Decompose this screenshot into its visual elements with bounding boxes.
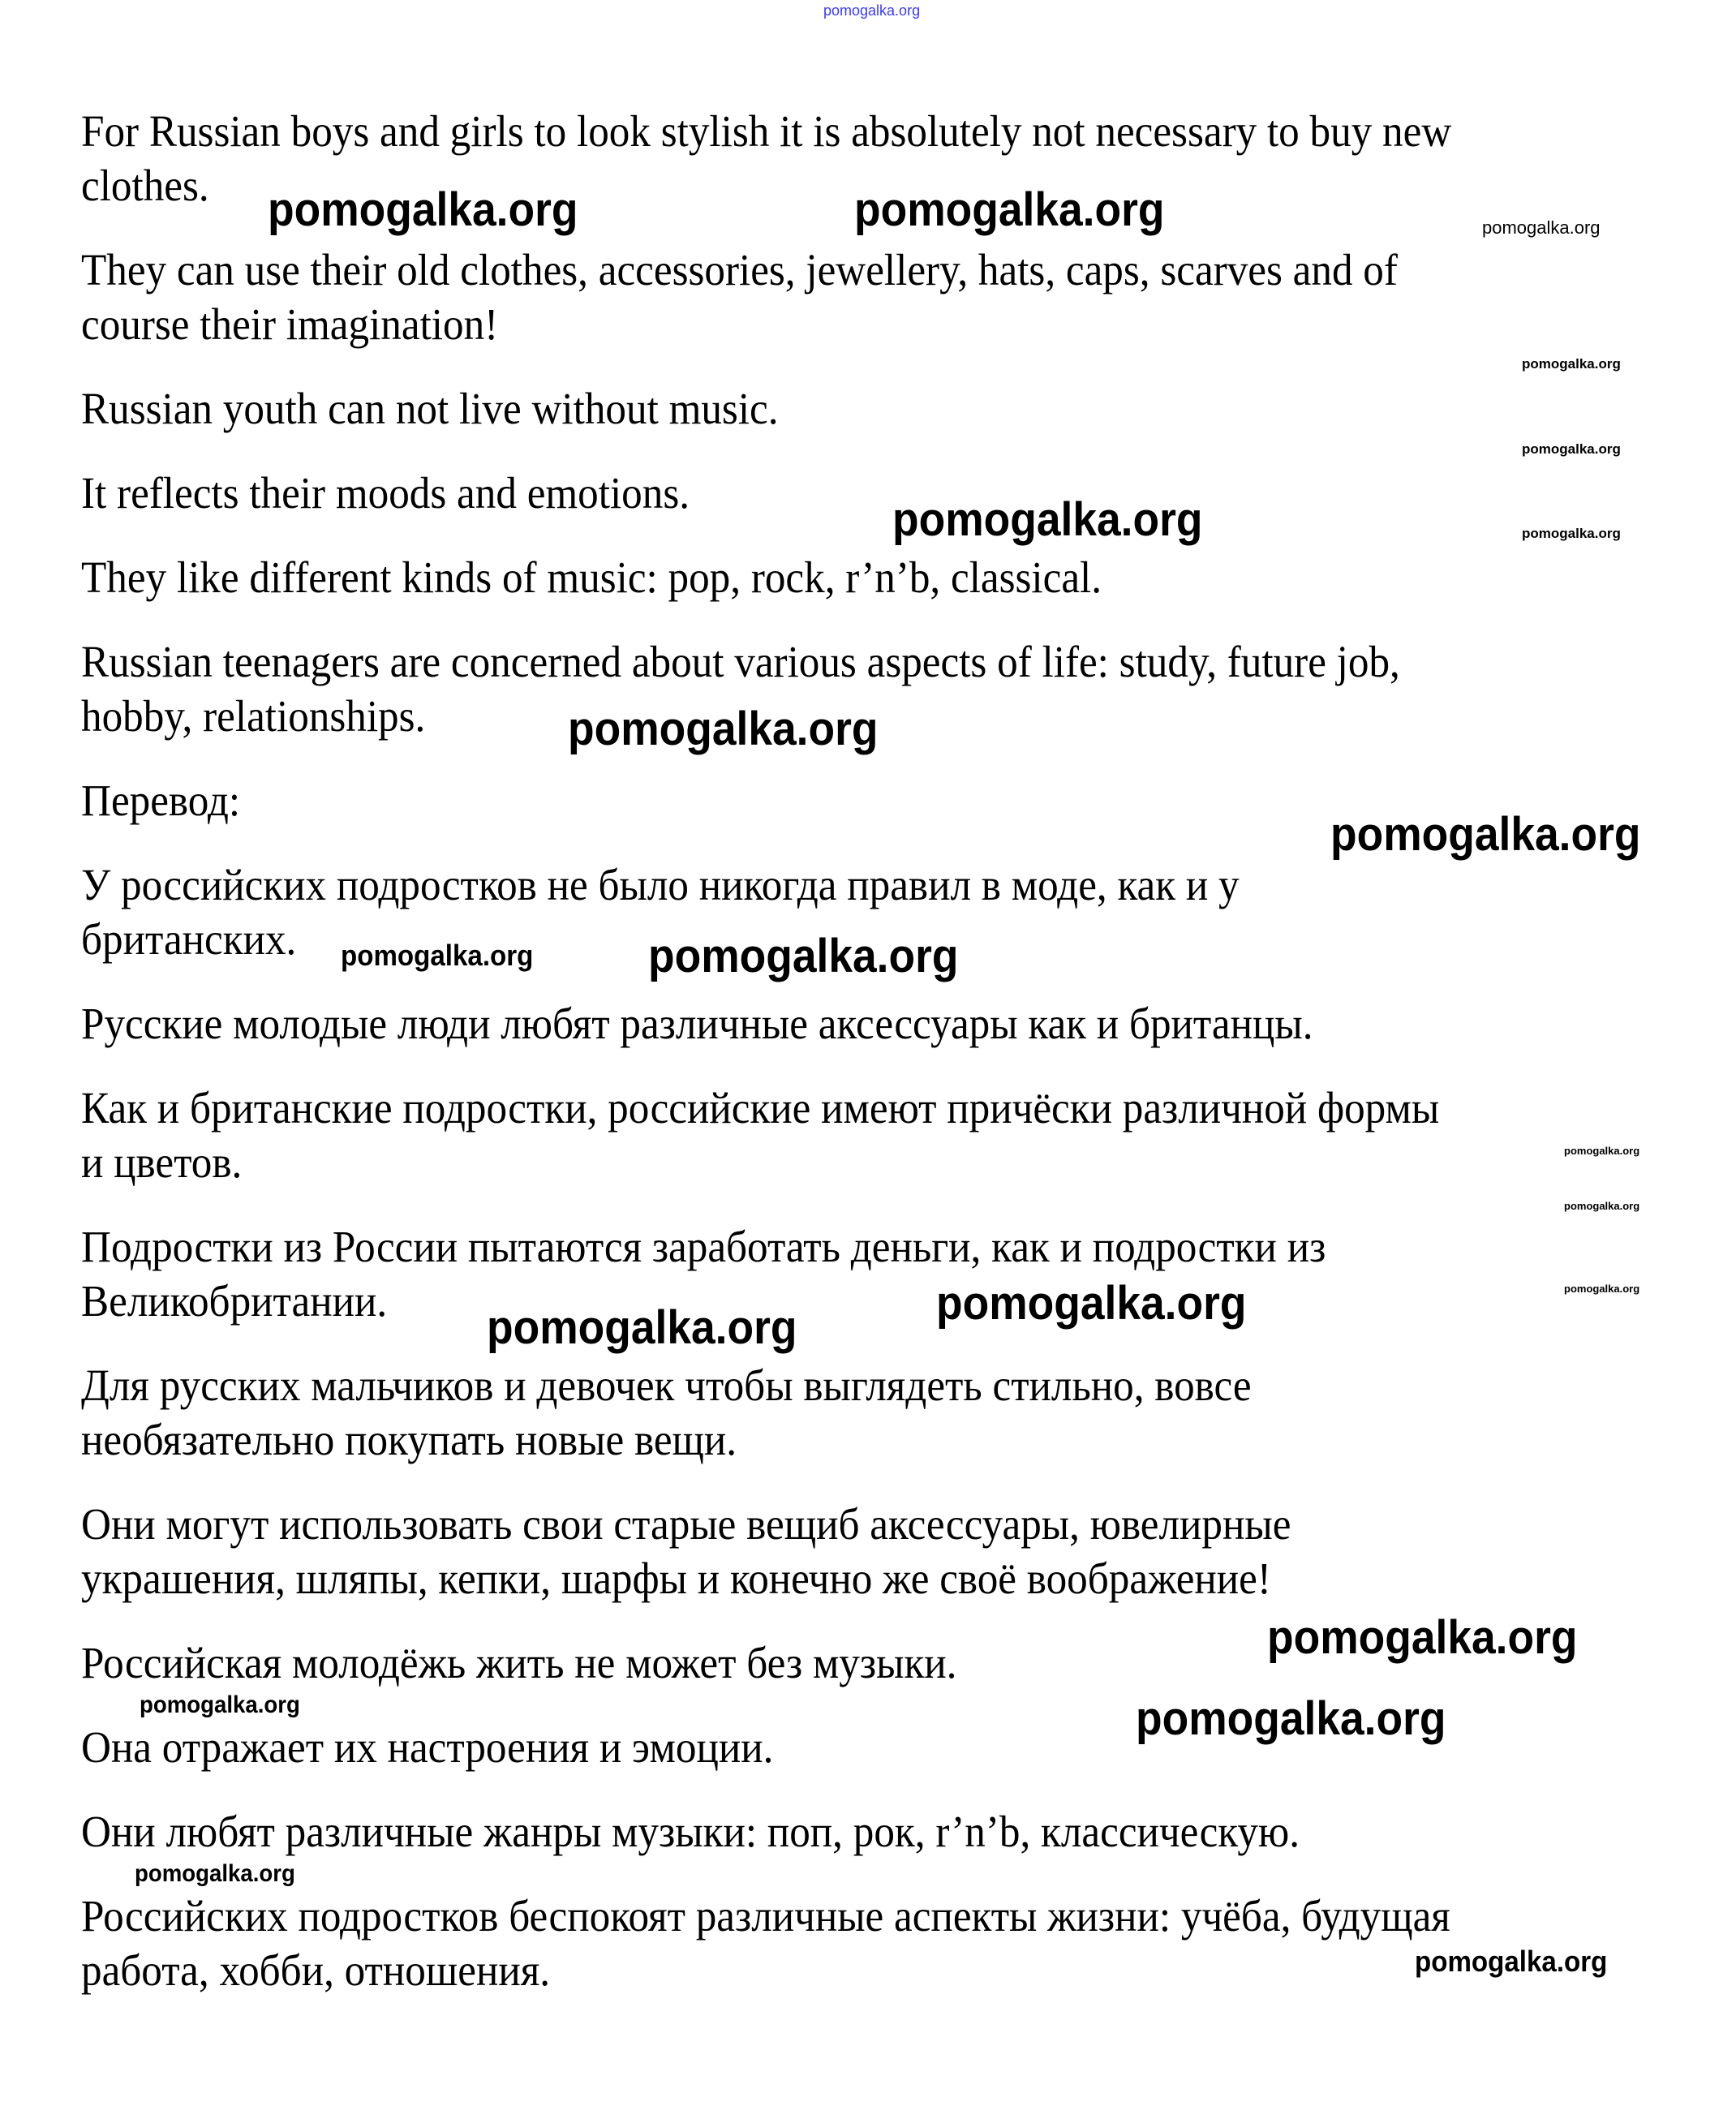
watermark: pomogalka.org <box>1522 526 1621 541</box>
paragraph-line: британских. <box>81 914 297 964</box>
watermark: pomogalka.org <box>1564 1200 1640 1212</box>
paragraph <box>81 466 1554 520</box>
paragraph-line: Russian teenagers are concerned about various aspects of life: study, future job, <box>81 637 1400 686</box>
paragraph-line: course their imagination! <box>81 299 499 349</box>
paragraph-line: У российских подростков не было никогда правил в моде, как и у <box>81 860 1240 909</box>
paragraph-line: Они могут использовать свои старые вещиб аксессуары, ювелирные <box>81 1499 1291 1549</box>
watermark: pomogalka.org <box>487 1301 797 1354</box>
watermark: pomogalka.org <box>936 1277 1247 1330</box>
watermark: pomogalka.org <box>648 930 959 982</box>
watermark: pomogalka.org <box>1564 1283 1640 1295</box>
paragraph <box>81 1804 1554 1859</box>
paragraph-line: Для русских мальчиков и девочек чтобы выглядеть стильно, вовсе <box>81 1360 1252 1410</box>
paragraph-line: и цветов. <box>81 1137 243 1187</box>
watermark: pomogalka.org <box>1522 356 1621 372</box>
watermark: pomogalka.org <box>1267 1611 1578 1664</box>
watermark: pomogalka.org <box>140 1691 300 1718</box>
paragraph-line: For Russian boys and girls to look stylish it is absolutely not necessary to buy new <box>81 106 1452 156</box>
paragraph-line: Она отражает их настроения и эмоции. <box>81 1722 774 1772</box>
watermark: pomogalka.org <box>568 703 879 755</box>
watermark: pomogalka.org <box>1564 1145 1640 1157</box>
paragraph-line: необязательно покупать новые вещи. <box>81 1415 737 1464</box>
watermark: pomogalka.org <box>1330 808 1641 861</box>
paragraph <box>81 243 1554 351</box>
paragraph-line: hobby, relationships. <box>81 691 426 741</box>
paragraph-line: работа, хобби, отношения. <box>81 1945 551 1995</box>
paragraph-line: Как и британские подростки, российские имеют причёски различной формы <box>81 1083 1440 1133</box>
watermark: pomogalka.org <box>1482 217 1601 238</box>
paragraph-line: Российских подростков беспокоят различные аспекты жизни: учёба, будущая <box>81 1891 1450 1941</box>
watermark: pomogalka.org <box>135 1860 295 1887</box>
paragraph <box>81 1081 1554 1189</box>
watermark: pomogalka.org <box>892 493 1203 546</box>
paragraph-line: Российская молодёжь жить не может без музыки. <box>81 1638 957 1687</box>
paragraph-line: Подростки из России пытаются заработать деньги, как и подростки из <box>81 1222 1326 1271</box>
watermark: pomogalka.org <box>341 939 534 972</box>
paragraph <box>81 381 1554 436</box>
paragraph-line: Russian youth can not live without music. <box>81 384 779 433</box>
header-watermark[interactable]: pomogalka.org <box>823 2 921 19</box>
paragraph-line: Они любят различные жанры музыки: поп, рок, r’n’b, классическую. <box>81 1807 1300 1856</box>
paragraph <box>81 1497 1554 1605</box>
paragraph-line: It reflects their moods and emotions. <box>81 468 690 518</box>
paragraph <box>81 1889 1554 1997</box>
watermark: pomogalka.org <box>1415 1945 1608 1978</box>
paragraph-line: украшения, шляпы, кепки, шарфы и конечно же своё воображение! <box>81 1554 1271 1603</box>
paragraph <box>81 1219 1554 1328</box>
watermark: pomogalka.org <box>854 183 1165 236</box>
watermark: pomogalka.org <box>1136 1692 1446 1745</box>
paragraph-line: Великобритании. <box>81 1276 388 1326</box>
paragraph-line: They can use their old clothes, accessories, jewellery, hats, caps, scarves and of <box>81 245 1398 294</box>
paragraph-line: Русские молодые люди любят различные аксессуары как и британцы. <box>81 999 1313 1048</box>
paragraph-line: clothes. <box>81 161 209 210</box>
watermark: pomogalka.org <box>1522 441 1621 457</box>
paragraph <box>81 1358 1554 1467</box>
watermark: pomogalka.org <box>268 183 578 236</box>
paragraph-line: Перевод: <box>81 776 241 825</box>
paragraph <box>81 550 1554 604</box>
paragraph <box>81 996 1554 1051</box>
paragraph-line: They like different kinds of music: pop, rock, r’n’b, classical. <box>81 552 1102 602</box>
